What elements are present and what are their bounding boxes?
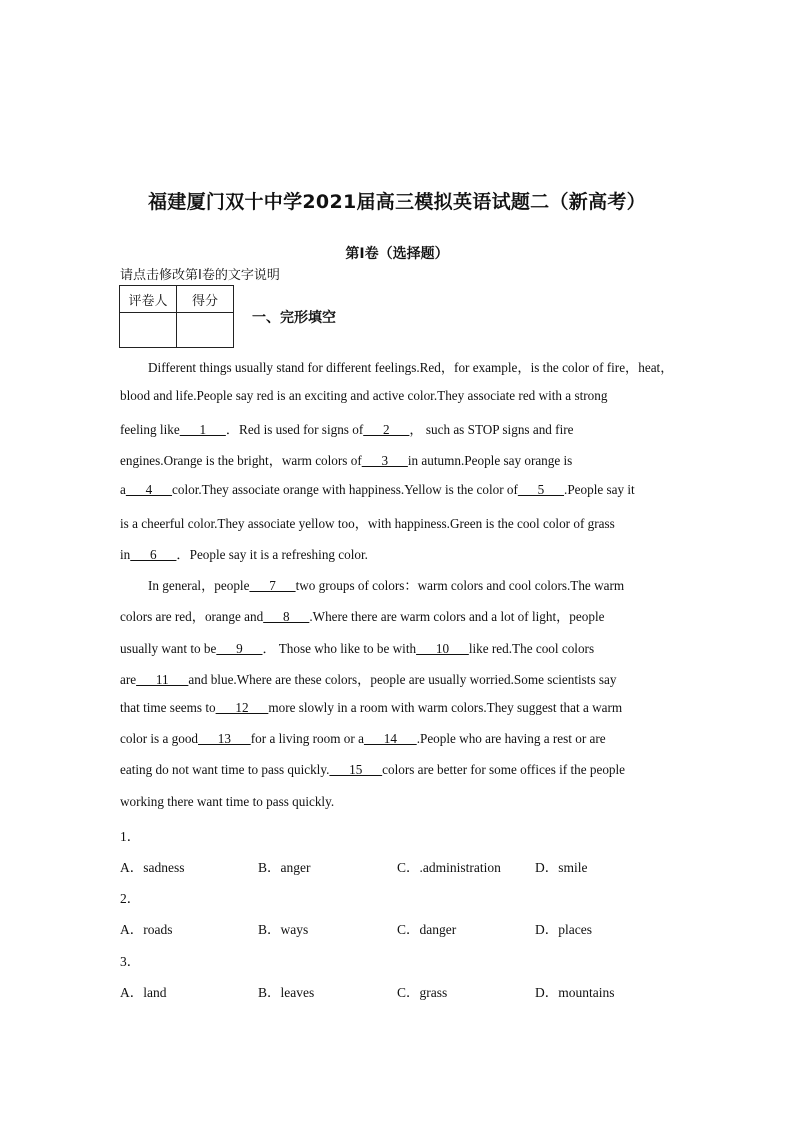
blank-10: 10	[416, 641, 469, 656]
score-cell[interactable]	[177, 313, 234, 348]
part-title: 一、完形填空	[252, 310, 336, 326]
blank-4: 4	[125, 482, 173, 497]
blank-5: 5	[517, 482, 565, 497]
option-b[interactable]: B．anger	[258, 860, 311, 875]
blank-15: 15	[329, 762, 383, 777]
option-a[interactable]: A．roads	[120, 922, 173, 937]
passage-line: colors are red，orange and 8 .Where there are warm colors and a lot of light，people	[120, 609, 605, 624]
option-b[interactable]: B．leaves	[258, 985, 315, 1000]
option-c[interactable]: C．grass	[397, 985, 448, 1000]
passage-line: In general，people 7 two groups of colors：warm colors and cool colors.The warm	[148, 578, 625, 593]
passage-line: blood and life.People say red is an exciting and active color.They associate red with a strong	[120, 388, 608, 403]
passage-line: eating do not want time to pass quickly. 15 colors are better for some offices if the people	[120, 762, 626, 777]
passage-line: color is a good 13 for a living room or a 14 .People who are having a rest or are	[120, 731, 606, 746]
option-c[interactable]: C．danger	[397, 922, 457, 937]
section-title: 第Ⅰ卷（选择题）	[345, 246, 449, 262]
score-table	[119, 285, 234, 348]
option-b[interactable]: B．ways	[258, 922, 309, 937]
passage-line: is a cheerful color.They associate yellow too，with happiness.Green is the cool color of grass	[120, 516, 615, 531]
passage-line: feeling like 1 ．Red is used for signs of 2 ， such as STOP signs and fire	[120, 422, 574, 437]
blank-7: 7	[249, 578, 296, 593]
passage-line: Different things usually stand for different feelings.Red，for example，is the color of fire，heat，	[148, 360, 674, 375]
blank-3: 3	[361, 453, 408, 468]
passage-line: are 11 and blue.Where are these colors，people are usually worried.Some scientists say	[120, 672, 617, 687]
passage-line: working there want time to pass quickly.	[120, 794, 335, 809]
blank-2: 2	[363, 422, 410, 437]
grader-cell[interactable]	[120, 313, 177, 348]
section-note[interactable]: 请点击修改第Ⅰ卷的文字说明	[120, 268, 280, 283]
blank-13: 13	[198, 731, 251, 746]
blank-12: 12	[215, 700, 269, 715]
question-number: 2．	[120, 891, 141, 906]
blank-14: 14	[363, 731, 417, 746]
passage-line: a 4 color.They associate orange with happiness.Yellow is the color of 5 .People say it	[120, 482, 635, 497]
grader-header: 评卷人	[120, 286, 177, 313]
passage-line: usually want to be 9 ． Those who like to be with 10 like red.The cool colors	[120, 641, 595, 656]
option-d[interactable]: D．mountains	[535, 985, 615, 1000]
passage-line: in 6 ．People say it is a refreshing color.	[120, 547, 368, 562]
passage-line: that time seems to 12 more slowly in a room with warm colors.They suggest that a warm	[120, 700, 623, 715]
option-d[interactable]: D．smile	[535, 860, 588, 875]
blank-8: 8	[263, 609, 310, 624]
blank-1: 1	[179, 422, 226, 437]
question-number: 3．	[120, 954, 141, 969]
option-c[interactable]: C．.administration	[397, 860, 501, 875]
blank-11: 11	[136, 672, 189, 687]
document-title: 福建厦门双十中学2021届高三模拟英语试题二（新高考）	[148, 191, 646, 213]
option-a[interactable]: A．land	[120, 985, 167, 1000]
blank-9: 9	[216, 641, 263, 656]
blank-6: 6	[130, 547, 177, 562]
option-a[interactable]: A．sadness	[120, 860, 185, 875]
option-d[interactable]: D．places	[535, 922, 592, 937]
score-header: 得分	[177, 286, 234, 313]
question-number: 1．	[120, 829, 141, 844]
passage-line: engines.Orange is the bright，warm colors of 3 in autumn.People say orange is	[120, 453, 573, 468]
